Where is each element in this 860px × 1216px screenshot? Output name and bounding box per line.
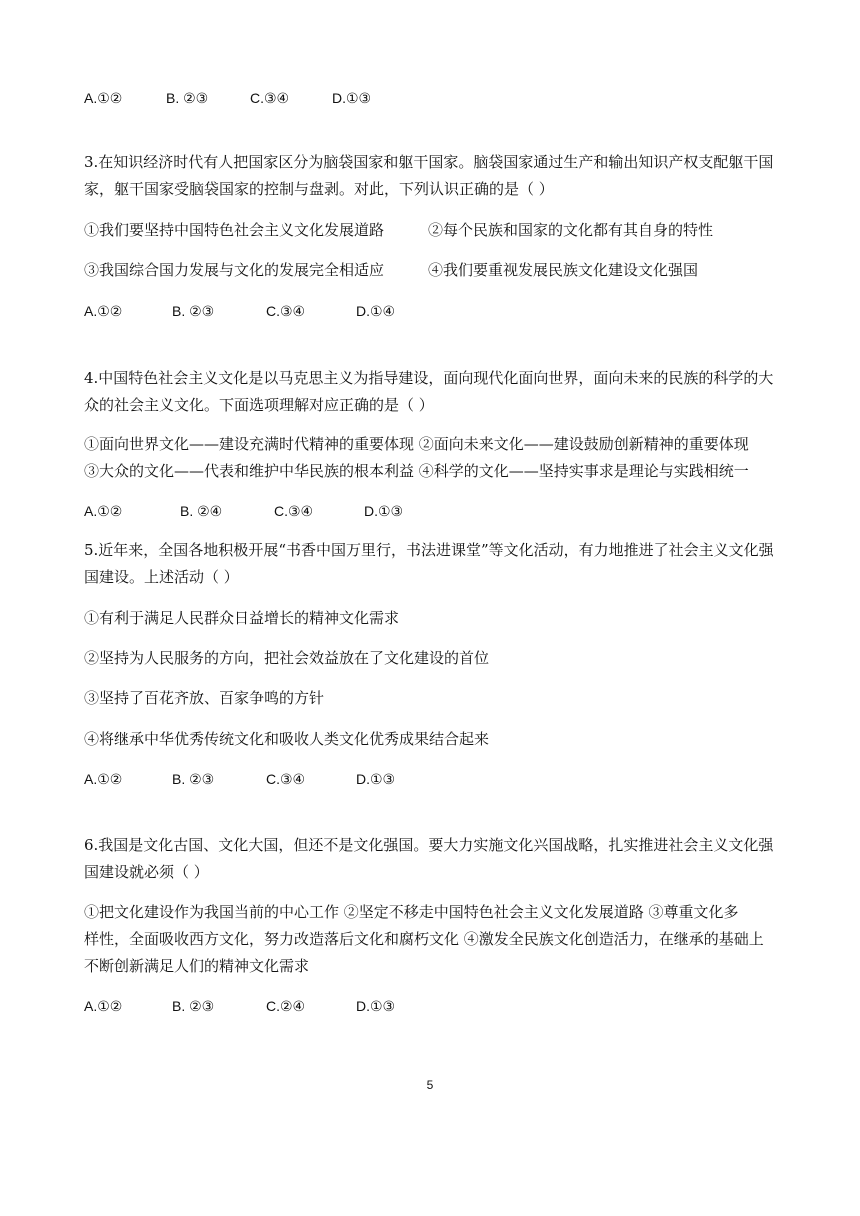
q2-option-c: C.③④ — [250, 90, 290, 106]
q2-option-d: D.①③ — [332, 90, 372, 106]
q3-option-a: A.①② — [84, 303, 123, 319]
q3-stem-line1: 3.在知识经济时代有人把国家区分为脑袋国家和躯干国家。脑袋国家通过生产和输出知识产权支配躯干国 — [84, 153, 774, 171]
q6-items-line2: 样性，全面吸收西方文化，努力改造落后文化和腐朽文化 ④激发全民族文化创造活力，在继承的基础上 — [84, 930, 764, 948]
q5-option-a: A.①② — [84, 771, 123, 787]
q5-stem-line1: 5.近年来，全国各地积极开展“书香中国万里行，书法进课堂”等文化活动，有力地推进了社会主义文化强 — [84, 541, 774, 559]
q6-option-c: C.②④ — [266, 998, 306, 1014]
q3-item-1: ①我们要坚持中国特色社会主义文化发展道路 — [84, 221, 385, 239]
q5-option-d: D.①③ — [356, 771, 396, 787]
q4-option-d: D.①③ — [364, 503, 404, 519]
q5-item-4: ④将继承中华优秀传统文化和吸收人类文化优秀成果结合起来 — [84, 730, 490, 748]
q3-item-4: ④我们要重视发展民族文化建设文化强国 — [428, 261, 699, 279]
q5-item-2: ②坚持为人民服务的方向，把社会效益放在了文化建设的首位 — [84, 649, 490, 667]
q6-option-d: D.①③ — [356, 998, 396, 1014]
q6-stem-line2: 国建设就必须（ ） — [84, 863, 209, 881]
q4-stem-line2: 众的社会主义文化。下面选项理解对应正确的是（ ） — [84, 396, 434, 414]
q6-option-a: A.①② — [84, 998, 123, 1014]
q3-item-2: ②每个民族和国家的文化都有其自身的特性 — [428, 221, 714, 239]
q3-item-3: ③我国综合国力发展与文化的发展完全相适应 — [84, 261, 385, 279]
page-number: 5 — [426, 1078, 434, 1092]
q4-options — [84, 497, 403, 525]
q4-stem-line1: 4.中国特色社会主义文化是以马克思主义为指导建设，面向现代化面向世界，面向未来的民族的科学的大 — [84, 369, 774, 387]
q2-options — [84, 84, 371, 112]
q3-options — [84, 297, 395, 325]
q4-option-a: A.①② — [84, 503, 123, 519]
q6-options — [84, 992, 395, 1020]
q3-stem-line2: 家，躯干国家受脑袋国家的控制与盘剥。对此，下列认识正确的是（ ） — [84, 180, 554, 198]
q5-item-3: ③坚持了百花齐放、百家争鸣的方针 — [84, 689, 325, 707]
q4-items-line1: ①面向世界文化——建设充满时代精神的重要体现 ②面向未来文化——建设鼓励创新精神的重要体现 — [84, 435, 749, 453]
q5-item-1: ①有利于满足人民群众日益增长的精神文化需求 — [84, 609, 400, 627]
q3-option-b: B. ②③ — [172, 303, 215, 319]
q3-option-d: D.①④ — [356, 303, 396, 319]
q5-stem-line2: 国建设。上述活动（ ） — [84, 568, 239, 586]
q5-option-b: B. ②③ — [172, 771, 215, 787]
q6-option-b: B. ②③ — [172, 998, 215, 1014]
q2-option-a: A.①② — [84, 90, 123, 106]
q5-option-c: C.③④ — [266, 771, 306, 787]
q6-stem-line1: 6.我国是文化古国、文化大国，但还不是文化强国。要大力实施文化兴国战略，扎实推进社会主义文化强 — [84, 836, 774, 854]
q4-option-b: B. ②④ — [180, 503, 223, 519]
q5-options — [84, 765, 395, 793]
q4-option-c: C.③④ — [274, 503, 314, 519]
q6-items-line1: ①把文化建设作为我国当前的中心工作 ②坚定不移走中国特色社会主义文化发展道路 ③尊重文化多 — [84, 903, 739, 921]
q3-option-c: C.③④ — [266, 303, 306, 319]
q2-option-b: B. ②③ — [166, 90, 209, 106]
q4-items-line2: ③大众的文化——代表和维护中华民族的根本利益 ④科学的文化——坚持实事求是理论与实践相统一 — [84, 462, 749, 480]
q6-items-line3: 不断创新满足人们的精神文化需求 — [84, 957, 310, 975]
